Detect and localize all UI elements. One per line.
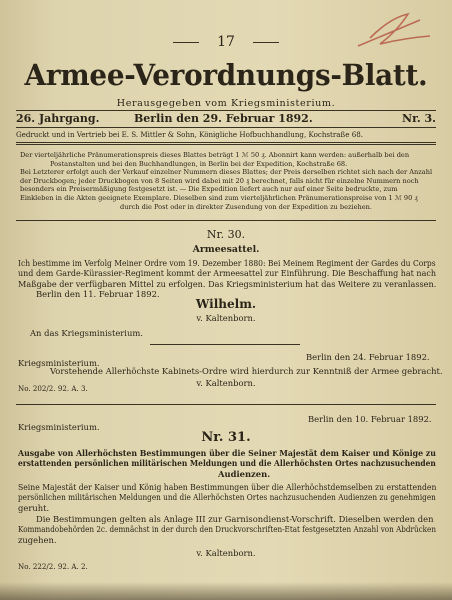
body-line: Ich bestimme im Verfolg Meiner Ordre vom 19. Dezember 1880: Bei Meinem Regiment der Gardes du Corps xyxy=(18,258,436,268)
body-line: Kommandobehörden 2c. demnächst in der durch den Druckvorschriften-Etat festgesetzten Anzahl von Abdrücken xyxy=(18,524,436,535)
ministry-label: Kriegsministerium. xyxy=(18,358,100,368)
header-rule-bottom xyxy=(16,142,436,145)
section31-ministry: Kriegsministerium. xyxy=(18,422,100,432)
section-number: Nr. 31. xyxy=(201,430,251,445)
section-divider xyxy=(16,404,436,405)
notice-line: Bei Letzterer erfolgt auch der Verkauf einzelner Nummern dieses Blattes; der Preis derselben richtet sich nach der Anzahl xyxy=(20,168,433,177)
body-line: zugehen. xyxy=(18,534,57,545)
publication-title: Armee-Verordnungs-Blatt. xyxy=(24,58,428,92)
section-divider xyxy=(16,220,436,221)
publication-note: Vorstehende Allerhöchste Kabinets-Ordre wird hierdurch zur Kenntniß der Armee gebracht. xyxy=(50,366,443,376)
printer-line: Gedruckt und in Vertrieb bei E. S. Mittler & Sohn, Königliche Hofbuchhandlung, Kochstraße 68. xyxy=(16,130,363,139)
ministry-date: Berlin den 24. Februar 1892. xyxy=(306,352,430,362)
countersignature: v. Kaltenborn. xyxy=(196,313,256,323)
body-line: Seine Majestät der Kaiser und König haben Bestimmungen über die Allerhöchstdemselben zu erstattenden xyxy=(18,482,437,492)
notice-line: durch die Post oder in direkter Zusendung von der Expedition zu beziehen. xyxy=(120,202,372,211)
publication-subtitle: Herausgegeben vom Kriegsministerium. xyxy=(116,98,336,109)
short-divider xyxy=(150,344,300,345)
addressee: An das Kriegsministerium. xyxy=(30,328,143,338)
notice-line: Der vierteljährliche Pränumerationspreis dieses Blattes beträgt 1 ℳ 50 ₰. Abonnirt kann werden: außerhalb bei den xyxy=(20,151,410,159)
notice-line: der Druckbogen; jeder Druckbogen von 8 Seiten wird dabei mit 20 ₰ berechnet, falls nicht für einzelne Nummern noch xyxy=(20,176,419,185)
heading-line: erstattenden persönlichen militärischen Meldungen und die Allerhöchsten Ortes nachzusuchenden xyxy=(18,458,436,469)
body-line: und dem Garde-Kürassier-Regiment kommt der Armeesattel zur Einführung. Die Beschaffung hat nach xyxy=(18,268,436,279)
section31-signature: v. Kaltenborn. xyxy=(196,548,256,558)
notice-line: besonders ein Preisermäßigung festgesetzt ist. — Die Expedition liefert auch nur auf einer Seite bedruckte, zum xyxy=(20,185,398,194)
issue-place-date: Berlin den 29. Februar 1892. xyxy=(134,112,313,125)
header-rule-mid xyxy=(16,127,436,128)
signature-wilhelm: Wilhelm. xyxy=(195,297,257,311)
body-line: geruht. xyxy=(18,502,50,513)
heading-line: Audienzen. xyxy=(218,468,271,479)
volume-label: 26. Jahrgang. xyxy=(16,112,100,125)
section-heading: Armeesattel. xyxy=(192,244,260,255)
ministry-signature: v. Kaltenborn. xyxy=(196,378,256,388)
page-edge-shadow xyxy=(0,582,452,600)
file-number: No. 202/2. 92. A. 3. xyxy=(18,384,88,393)
body-line: Maßgabe der verfügbaren Mittel zu erfolgen. Das Kriegsministerium hat das Weitere zu veranlassen. xyxy=(18,278,437,289)
issue-number: Nr. 3. xyxy=(402,112,436,125)
notice-line: Einkleben in die Akten geeignete Exemplare. Dieselben sind zum vierteljährlichen Pränumerationspreise von 1 ℳ 90 ₰ xyxy=(20,194,418,202)
file-number: No. 222/2. 92. A. 2. xyxy=(18,562,88,571)
body-line: persönlichen militärischen Meldungen und die Allerhöchsten Ortes nachzusuchenden Audienzen zu genehmigen xyxy=(18,492,436,503)
body-line: Die Bestimmungen gelten als Anlage III zur Garnisondienst-Vorschrift. Dieselben werden den xyxy=(36,514,434,524)
section-number: Nr. 30. xyxy=(206,228,246,241)
header-rule-top xyxy=(16,110,436,111)
place-date: Berlin den 11. Februar 1892. xyxy=(36,289,160,300)
heading-line: Ausgabe von Allerhöchsten Bestimmungen über die Seiner Majestät dem Kaiser und Könige zu xyxy=(18,448,436,458)
pencil-mark-icon xyxy=(350,8,440,58)
section31-date: Berlin den 10. Februar 1892. xyxy=(308,414,432,424)
notice-line: Postanstalten und bei den Buchhandlungen, in Berlin bei der Expedition, Kochstraße 68. xyxy=(50,159,348,168)
page-number: 17 xyxy=(0,34,452,50)
